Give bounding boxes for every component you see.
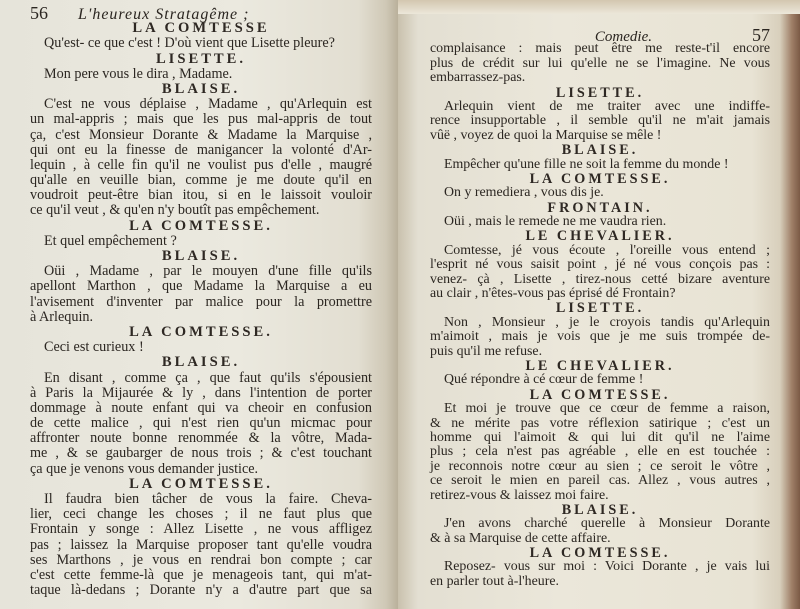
text-line: Et moi je trouve que ce cœur de femme a raison, [444,401,770,417]
text-line: J'en avons charché querelle à Monsieur Dorante [444,516,770,532]
left-page-text [30,3,372,599]
text-line: à Paris la Mijaurée & ly , dans l'intention de porter [30,384,372,401]
text-line: qui ont eu la finesse de manigancer la volonté d'Ar- [30,141,372,158]
speaker-name: LE CHEVALIER. [525,228,675,245]
text-line: rence insupportable , il semble qu'il ne m'ait jamais [430,113,770,129]
text-line: En disant , comme ça , que faut qu'ils s'épousient [44,369,372,386]
text-line: de cette malice , qui n'est rien qu'un micmac pour [30,415,372,432]
speaker-name: BLAISE. [161,248,241,264]
text-line: l'avisement d'inventer par malice pour la promettre [30,293,372,310]
speaker-name: BLAISE. [561,501,639,518]
text-line: pas ; laissez la Marquise proposer tant qu'elle voudra [30,536,372,553]
text-line: ça, c'est Monsieur Dorante & Madame la Marquise , [30,126,372,143]
text-line: On y remediera , vous dis je. [444,185,604,201]
text-line: Comtesse, jé vous écoute , l'oreille vous entend ; [444,242,770,258]
speaker-name: LA COMTESSE. [129,217,273,234]
text-line: plus ; cela n'est pas agréable , elle en est touchée : [430,444,770,460]
speaker-name: LA COMTESSE. [129,475,273,492]
speaker-name: LA COMTESSE. [129,323,273,340]
text-line: Arlequin vient de me traiter avec une indiffe- [444,98,770,114]
speaker-name: LISETTE. [555,84,645,101]
text-line: Qué répondre à cé cœur de femme ! [444,372,644,388]
text-line: ça que je venons vous demander justice. [30,460,259,477]
text-line: homme qui l'aimoit & qui lui dit qu'il ne l'aime [430,429,770,445]
page-number: 57 [752,25,770,45]
text-line: en parler tout à-l'heure. [430,573,559,589]
text-line: Oüi , mais le remede ne me vaudra rien. [444,214,667,230]
text-line: m'aimoit , mais je vois que je me suis trompée de- [430,329,770,345]
text-line: lier, ceci change les choses ; il ne faut plus que [30,506,372,523]
right-page-text [430,25,770,589]
text-line: Non , Monsieur , je le croyois tandis qu'Arlequin [444,314,770,330]
text-line: lequin , à celle fin qu'il ne voulist pus d'elle , maugré [30,156,372,173]
text-line: voudroit peut-être bian itou, si en le laissoit vouloir [30,187,372,204]
text-line: retirez-vous & laissez moi faire. [430,487,609,503]
text-line: Et quel empêchement ? [44,232,177,249]
speaker-name: LA COMTESSE. [529,170,671,187]
text-line: à Arlequin. [30,308,94,325]
text-line: C'est ne vous déplaise , Madame , qu'Arlequin est [44,96,372,113]
speaker-name: BLAISE. [561,142,639,159]
text-line: ce qu'il veut , & qu'en n'y boutît pas empêchement. [30,202,320,219]
text-line: Reposez- vous sur moi : Voici Dorante , je vais lui [444,559,770,575]
text-line: me , & se gaubarger de nous trois ; & c'est touchant [30,445,372,462]
speaker-name: BLAISE. [161,354,241,371]
text-line: embarrassez-pas. [430,70,526,86]
text-line: & à sa Marquise de cette affaire. [430,530,611,546]
text-line: Empêcher qu'une fille ne soit la femme du monde ! [444,156,729,172]
text-line: qu'alle en veuille bian, comme je me doute qu'il en [30,172,372,189]
text-line: Ceci est curieux ! [44,339,144,356]
text-line: dommage à noute enfant qui va cheoir en confusion [30,399,372,416]
text-line: complaisance : mais peut être me reste-t'il encore [430,41,770,57]
text-line: au clair , n'êtes-vous pas éprisé dé Frontain? [430,286,676,302]
running-title: L'heureux Stratagême ; [78,6,250,23]
text-line: Il faudra bien tâcher de vous la faire. Cheva- [44,491,372,507]
running-head [430,25,770,45]
text-line: je reconnois notre cœur au sien ; ce seroit le vôtre , [430,458,770,474]
speaker-name: LE CHEVALIER. [525,357,675,374]
text-line: puis qu'il me refuse. [430,343,543,359]
text-line: venez- çà , Lisette , tirez-nous cetté bizare aventure [430,271,770,287]
speaker-name: LA COMTESSE. [529,545,671,562]
text-line: Frontain y songe : Allez Lisette , ne vous affligez [30,521,372,538]
speaker-name: LISETTE. [555,300,645,317]
text-line: c'est cette femme-là que je menageois tant, qui m'at- [30,566,372,583]
text-line: affronter noute bonne renommée & la vôtre, Mada- [30,430,372,447]
text-line: l'esprit né vous saisit point , jé né vous conçois pas : [430,257,770,273]
right-page [398,0,800,609]
left-page [0,0,398,609]
speaker-name: LISETTE. [155,50,247,67]
running-title: Comedie. [594,29,652,45]
text-line: ses Marthons , je vous en rendrai bon compte ; car [30,551,372,568]
text-line: Oüi , Madame , par le mouyen d'une fille qu'ils [44,263,372,280]
speaker-name: FRONTAIN. [547,199,653,216]
text-line: ce seroit le mien en pareil cas. Allez , vous autres , [430,473,770,489]
text-line: Mon pere vous le dira , Madame. [44,65,233,82]
speaker-name: LA COMTESSE. [529,386,671,403]
running-head [30,3,372,23]
speaker-name: BLAISE. [161,80,241,97]
speaker-name: LA COMTESSE [132,20,270,37]
text-line: & ne mérite pas votre réflexion satirique ; c'est un [430,415,770,431]
text-line: vûë , voyez de quoi la Marquise se mêle ! [430,127,662,143]
text-line: un mal-appris ; mais que les pus mal-appris de tout [30,111,372,128]
text-line: taque là-dedans ; Dorante n'y a d'autre part que sa [30,582,372,599]
text-line: plus de crédit sur lui qu'elle ne se l'imagine. Ne vous [430,55,770,71]
page-number: 56 [30,3,48,23]
text-line: Qu'est- ce que c'est ! D'où vient que Lisette pleure? [44,35,335,52]
text-line: apellont Marthon , que Madame la Marquise a eu [30,278,372,295]
